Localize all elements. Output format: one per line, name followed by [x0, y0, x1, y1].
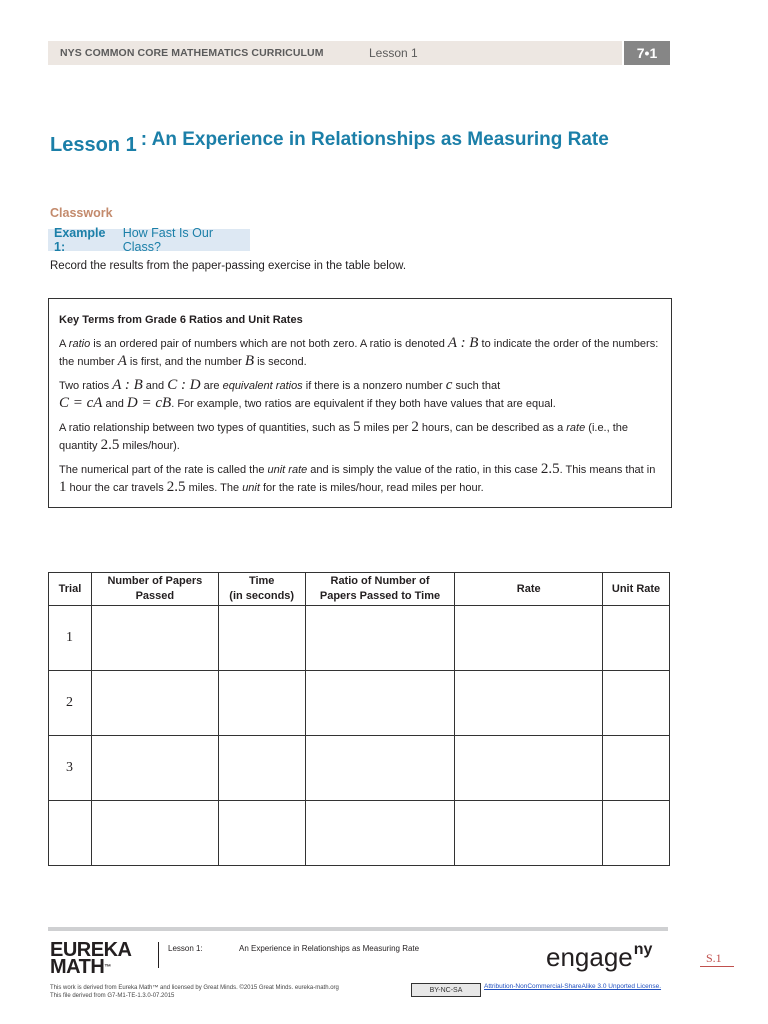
unit-rate-cell[interactable]: [603, 736, 670, 801]
paper-passing-table: [48, 572, 670, 866]
page-code: S.1: [706, 951, 722, 965]
table-row: [49, 606, 670, 671]
ratio-cell[interactable]: [305, 736, 455, 801]
creative-commons-badge: BY-NC-SA: [411, 983, 481, 997]
key-terms-equivalent-ratios: Two ratios A : B and C : D are equivalent ratios if there is a nonzero number c such that C = cA and D = cB. For example, two ratios are equivalent if they both have values that are equal.: [59, 377, 556, 411]
time-cell[interactable]: [218, 671, 305, 736]
trial-cell: [49, 801, 92, 866]
eureka-math-logo: EUREKA MATH™: [50, 939, 132, 978]
table-row: [49, 736, 670, 801]
page-code-underline: [700, 966, 734, 967]
instruction-text: Record the results from the paper-passing exercise in the table below.: [50, 260, 407, 272]
classwork-heading: Classwork: [50, 206, 113, 220]
header-trial: Trial: [49, 573, 92, 606]
rate-cell[interactable]: [455, 671, 603, 736]
papers-cell[interactable]: [91, 736, 218, 801]
ratio-cell[interactable]: [305, 606, 455, 671]
title-lesson-label: Lesson 1: [50, 134, 137, 156]
header-rate: Rate: [455, 573, 603, 606]
trial-cell: 1: [49, 606, 92, 671]
footer-rule: [48, 927, 668, 931]
key-terms-title: Key Terms from Grade 6 Ratios and Unit Rates: [59, 314, 303, 326]
time-cell[interactable]: [218, 606, 305, 671]
key-terms-rate-definition: A ratio relationship between two types of quantities, such as 5 miles per 2 hours, can be described as a rate (i.e., the quantity 2.5 miles/hour).: [59, 419, 629, 453]
source-file-text: This file derived from G7-M1-TE-1.3.0-07.2015: [50, 993, 175, 999]
footer-divider: [158, 942, 159, 968]
header-ratio: Ratio of Number of Papers Passed to Time: [305, 573, 455, 606]
unit-rate-cell[interactable]: [603, 671, 670, 736]
rate-cell[interactable]: [455, 801, 603, 866]
papers-cell[interactable]: [91, 606, 218, 671]
header-lesson-label: Lesson 1: [369, 46, 418, 60]
license-link[interactable]: Attribution-NonCommercial-ShareAlike 3.0 Unported License.: [484, 983, 662, 990]
key-terms-box: [48, 298, 672, 508]
example-label: Example 1:: [54, 226, 106, 254]
table-row: [49, 671, 670, 736]
table-row: [49, 801, 670, 866]
header-unit-rate: Unit Rate: [603, 573, 670, 606]
example-heading: [48, 226, 250, 254]
table-header-row: [49, 573, 670, 606]
license-text: This work is derived from Eureka Math™ and licensed by Great Minds. ©2015 Great Minds. eureka-math.org: [50, 985, 339, 991]
header-number-of-papers: Number of Papers Passed: [91, 573, 218, 606]
papers-cell[interactable]: [91, 671, 218, 736]
papers-cell[interactable]: [91, 801, 218, 866]
engageny-logo: engage$^{ny}$: [546, 941, 653, 972]
example-title: How Fast Is Our Class?: [122, 226, 213, 254]
curriculum-label: NYS COMMON CORE MATHEMATICS CURRICULUM: [60, 47, 324, 59]
footer-lesson-label: Lesson 1:: [168, 944, 203, 953]
module-badge: 7•1: [624, 41, 670, 65]
trial-cell: 2: [49, 671, 92, 736]
header-time: Time (in seconds): [218, 573, 305, 606]
title-text: : An Experience in Relationships as Measuring Rate: [140, 129, 609, 150]
key-terms-ratio-definition: A ratio is an ordered pair of numbers which are not both zero. A ratio is denoted A : B to indicate the order of the numbers: the number A is first, and the number B is second.: [59, 335, 659, 369]
page-title: [50, 129, 609, 157]
ratio-cell[interactable]: [305, 801, 455, 866]
rate-cell[interactable]: [455, 736, 603, 801]
key-terms-unit-rate-definition: The numerical part of the rate is called the unit rate and is simply the value of the ratio, in this case 2.5. This means that in 1 hour the car travels 2.5 miles. The unit for the rate is miles/hour, read miles per hour.: [59, 461, 656, 495]
unit-rate-cell[interactable]: [603, 606, 670, 671]
time-cell[interactable]: [218, 736, 305, 801]
ratio-cell[interactable]: [305, 671, 455, 736]
rate-cell[interactable]: [455, 606, 603, 671]
trial-cell: 3: [49, 736, 92, 801]
time-cell[interactable]: [218, 801, 305, 866]
unit-rate-cell[interactable]: [603, 801, 670, 866]
footer-lesson-title: An Experience in Relationships as Measuring Rate: [239, 944, 420, 953]
